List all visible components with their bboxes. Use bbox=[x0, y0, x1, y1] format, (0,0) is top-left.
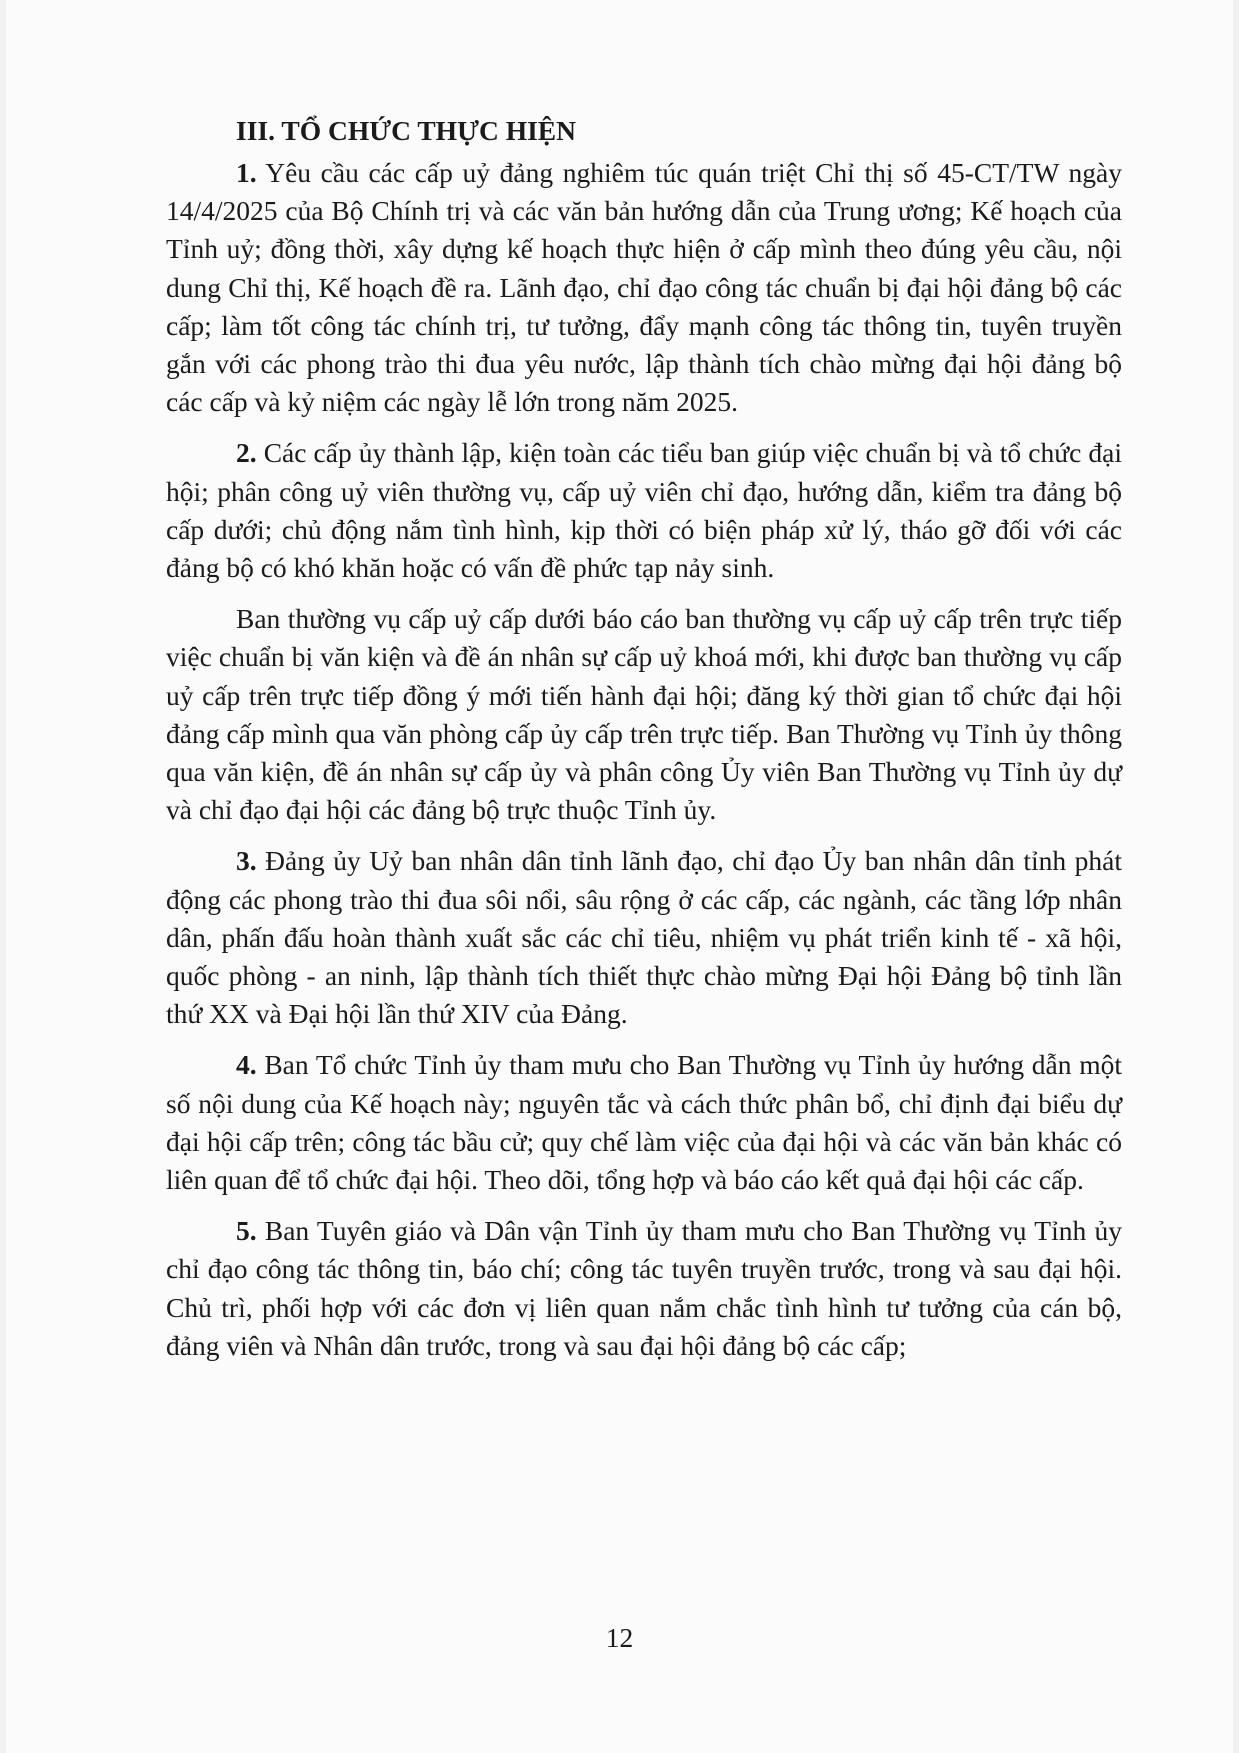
paragraph-text: Ban thường vụ cấp uỷ cấp dưới báo cáo ban thường vụ cấp uỷ cấp trên trực tiếp việc chuẩn bị văn kiện và đề án nhân sự cấp uỷ khoá mới, khi được ban thường vụ cấp uỷ cấp trên trực tiếp đồng ý mới tiến hành đại hội; đăng ký thời gian tổ chức đại hội đảng cấp mình qua văn phòng cấp ủy cấp trên trực tiếp. Ban Thường vụ Tỉnh ủy thông qua văn kiện, đề án nhân sự cấp ủy và phân công Ủy viên Ban Thường vụ Tỉnh ủy dự và chỉ đạo đại hội các đảng bộ trực thuộc Tỉnh ủy. bbox=[166, 603, 1122, 826]
paragraph-text: Đảng ủy Uỷ ban nhân dân tỉnh lãnh đạo, chỉ đạo Ủy ban nhân dân tỉnh phát động các phong trào thi đua sôi nổi, sâu rộng ở các cấp, các ngành, các tầng lớp nhân dân, phấn đấu hoàn thành xuất sắc các chỉ tiêu, nhiệm vụ phát triển kinh tế - xã hội, quốc phòng - an ninh, lập thành tích thiết thực chào mừng Đại hội Đảng bộ tỉnh lần thứ XX và Đại hội lần thứ XIV của Đảng. bbox=[166, 845, 1122, 1030]
paragraph-number: 1. bbox=[236, 157, 257, 188]
section-heading: III. TỔ CHỨC THỰC HIỆN bbox=[236, 115, 576, 146]
paragraph-3 bbox=[166, 842, 1122, 1033]
paragraph-number: 4. bbox=[236, 1049, 257, 1081]
page-number: 12 bbox=[605, 1622, 634, 1653]
paragraph-text: Yêu cầu các cấp uỷ đảng nghiêm túc quán triệt Chỉ thị số 45-CT/TW ngày 14/4/2025 của Bộ Chính trị và các văn bản hướng dẫn của Trung ương; Kế hoạch của Tỉnh uỷ; đồng thời, xây dựng kế hoạch thực hiện ở cấp mình theo đúng yêu cầu, nội dung Chỉ thị, Kế hoạch đề ra. Lãnh đạo, chỉ đạo công tác chuẩn bị đại hội đảng bộ các cấp; làm tốt công tác chính trị, tư tưởng, đẩy mạnh công tác thông tin, tuyên truyền gắn với các phong trào thi đua yêu nước, lập thành tích chào mừng đại hội đảng bộ các cấp và kỷ niệm các ngày lễ lớn trong năm 2025. bbox=[166, 157, 1122, 418]
paragraph-2 bbox=[166, 434, 1122, 587]
paragraph-5 bbox=[166, 1212, 1122, 1365]
document-body bbox=[166, 112, 1122, 1378]
paragraph-number: 2. bbox=[236, 437, 257, 469]
paragraph-text: Các cấp ủy thành lập, kiện toàn các tiểu ban giúp việc chuẩn bị và tổ chức đại hội; phân công uỷ viên thường vụ, cấp uỷ viên chỉ đạo, hướng dẫn, kiểm tra đảng bộ cấp dưới; chủ động nắm tình hình, kịp thời có biện pháp xử lý, tháo gỡ đối với các đảng bộ có khó khăn hoặc có vấn đề phức tạp nảy sinh. bbox=[166, 437, 1122, 584]
paragraph-2-continued bbox=[166, 600, 1122, 829]
paragraph-text: Ban Tổ chức Tỉnh ủy tham mưu cho Ban Thường vụ Tỉnh ủy hướng dẫn một số nội dung của Kế hoạch này; nguyên tắc và cách thức phân bổ, chỉ định đại biểu dự đại hội cấp trên; công tác bầu cử; quy chế làm việc của đại hội và các văn bản khác có liên quan để tổ chức đại hội. Theo dõi, tổng hợp và báo cáo kết quả đại hội các cấp. bbox=[166, 1049, 1122, 1196]
paragraph-text: Ban Tuyên giáo và Dân vận Tỉnh ủy tham mưu cho Ban Thường vụ Tỉnh ủy chỉ đạo công tác thông tin, báo chí; công tác tuyên truyền trước, trong và sau đại hội. Chủ trì, phối hợp với các đơn vị liên quan nắm chắc tình hình tư tưởng của cán bộ, đảng viên và Nhân dân trước, trong và sau đại hội đảng bộ các cấp; bbox=[166, 1215, 1122, 1361]
document-page bbox=[6, 0, 1233, 1753]
paragraph-4 bbox=[166, 1046, 1122, 1199]
paragraph-1 bbox=[166, 154, 1122, 421]
paragraph-number: 3. bbox=[236, 845, 257, 877]
paragraph-number: 5. bbox=[236, 1215, 257, 1247]
